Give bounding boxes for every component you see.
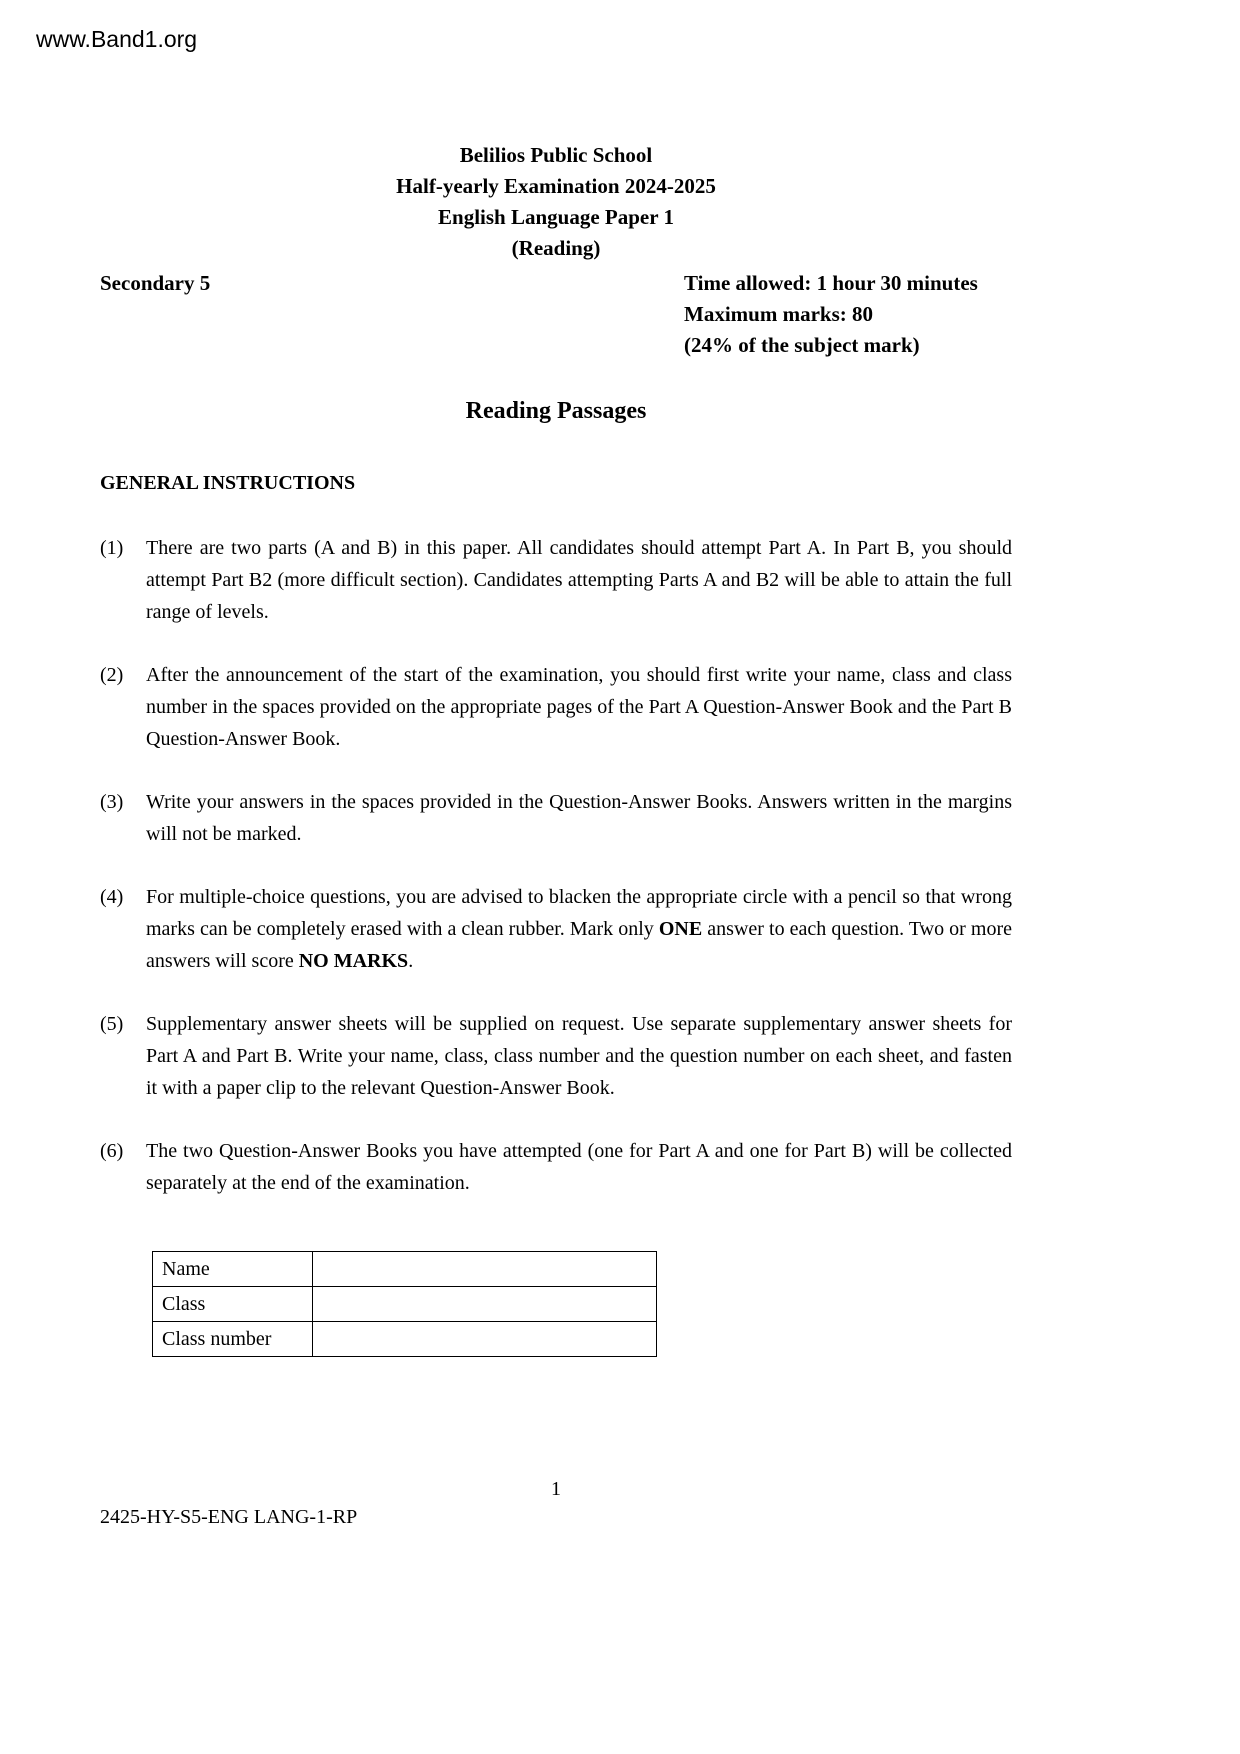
watermark-text: www.Band1.org bbox=[36, 26, 198, 52]
exam-meta bbox=[100, 268, 1012, 364]
table-row-class bbox=[153, 1287, 657, 1322]
name-value-cell bbox=[313, 1252, 657, 1287]
instruction-item-4 bbox=[100, 881, 1012, 977]
exam-title: Half-yearly Examination 2024-2025 bbox=[396, 174, 716, 198]
table-row-name bbox=[153, 1252, 657, 1287]
paper-subtitle: (Reading) bbox=[511, 236, 601, 260]
instruction-number: (3) bbox=[100, 791, 124, 813]
instruction-number: (5) bbox=[100, 1013, 124, 1035]
instruction-number: (6) bbox=[100, 1140, 124, 1162]
instruction-number: (2) bbox=[100, 664, 124, 686]
instruction-item-6 bbox=[100, 1135, 1012, 1199]
class-label-cell: Class bbox=[153, 1287, 313, 1322]
class-number-value-cell bbox=[313, 1322, 657, 1357]
instruction-text: There are two parts (A and B) in this paper. All candidates should attempt Part A. In Part B, you should attempt Part B2 (more difficult section). Candidates attempting Parts A and B2 will be able to attain the full range of levels. bbox=[146, 537, 1012, 623]
class-number-label-cell: Class number bbox=[153, 1322, 313, 1357]
instruction-number: (4) bbox=[100, 886, 124, 908]
candidate-info-table bbox=[152, 1251, 657, 1357]
paper-title: English Language Paper 1 bbox=[438, 205, 674, 229]
instruction-text: The two Question-Answer Books you have attempted (one for Part A and one for Part B) will be collected separately at the end of the examination. bbox=[146, 1140, 1012, 1194]
time-allowed: Time allowed: 1 hour 30 minutes bbox=[684, 271, 978, 295]
instruction-text: For multiple-choice questions, you are advised to blacken the appropriate circle with a pencil so that wrong marks can be completely erased with a clean rubber. Mark only ONE answer to each question. Two or more answers will score NO MARKS. bbox=[146, 886, 1013, 972]
document-code: 2425-HY-S5-ENG LANG-1-RP bbox=[100, 1506, 358, 1528]
section-title: Reading Passages bbox=[465, 398, 647, 424]
instruction-text: Write your answers in the spaces provided in the Question-Answer Books. Answers written in the margins will not be marked. bbox=[146, 791, 1012, 845]
instruction-text: Supplementary answer sheets will be supplied on request. Use separate supplementary answer sheets for Part A and Part B. Write your name, class, class number and the question number on each sheet, and fasten it with a paper clip to the relevant Question-Answer Book. bbox=[146, 1013, 1012, 1099]
instruction-item-2 bbox=[100, 659, 1012, 755]
exam-conditions bbox=[684, 268, 1012, 361]
name-label-cell: Name bbox=[153, 1252, 313, 1287]
maximum-marks: Maximum marks: 80 bbox=[684, 302, 873, 326]
instructions-list bbox=[100, 532, 1012, 1199]
page-number: 1 bbox=[551, 1478, 561, 1500]
subject-mark-percentage: (24% of the subject mark) bbox=[684, 333, 920, 357]
instruction-text: After the announcement of the start of the examination, you should first write your name, class and class number in the spaces provided on the appropriate pages of the Part A Question-Answer Book and the Part B Question-Answer Book. bbox=[146, 664, 1012, 750]
level-label: Secondary 5 bbox=[100, 271, 211, 295]
instruction-item-1 bbox=[100, 532, 1012, 628]
instruction-number: (1) bbox=[100, 537, 124, 559]
instruction-item-3 bbox=[100, 786, 1012, 850]
class-value-cell bbox=[313, 1287, 657, 1322]
school-name: Belilios Public School bbox=[459, 143, 653, 167]
instruction-item-5 bbox=[100, 1008, 1012, 1104]
table-row-class-number bbox=[153, 1322, 657, 1357]
exam-header bbox=[100, 140, 1012, 264]
instructions-heading: GENERAL INSTRUCTIONS bbox=[100, 472, 356, 494]
